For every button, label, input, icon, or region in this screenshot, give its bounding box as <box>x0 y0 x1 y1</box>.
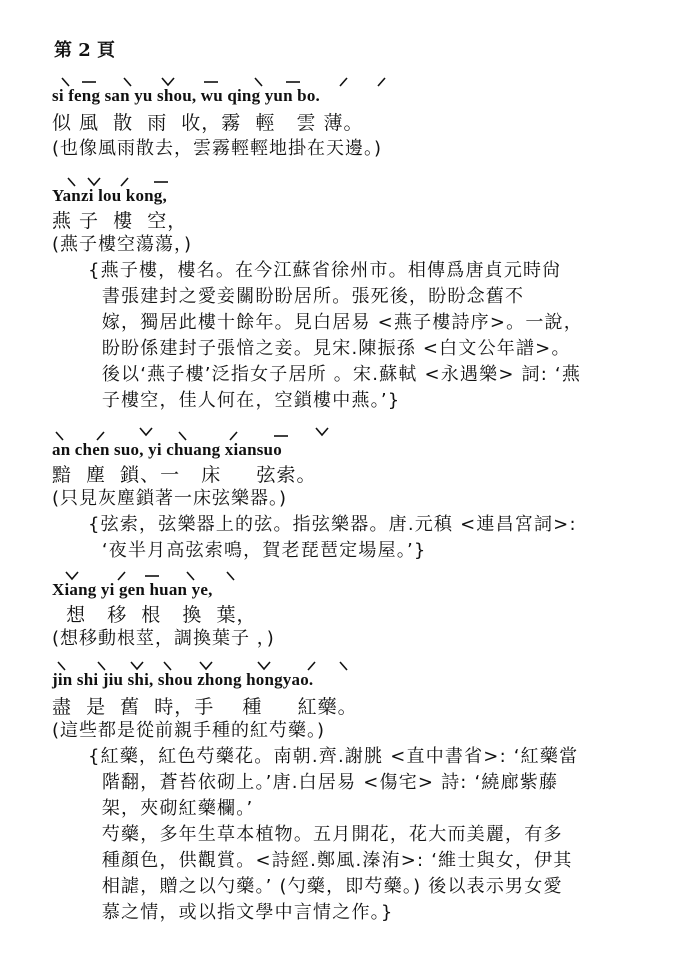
stanza-5-note-line-4: 芍藥，多年生草本植物。五月開花，花大而美麗，有多 <box>88 824 563 845</box>
stanza-2-note-line-4: 盼盼係建封子張愔之妾。見宋.陳振孫 <白文公年譜>。 <box>88 338 571 359</box>
stanza-4-translation: (想移動根莖，調換葉子 ，) <box>52 628 275 649</box>
stanza-2-translation: (燕子樓空蕩蕩，) <box>52 234 193 255</box>
stanza-2-note-line-2: 書張建封之愛妾關盼盼居所。張死後，盼盼念舊不 <box>88 286 525 307</box>
stanza-3-note-line-1: {弦索，弦樂器上的弦。指弦樂器。唐.元稹 <連昌宮詞>: <box>88 514 577 535</box>
stanza-2-note-line-5: 後以‘燕子樓’泛指女子居所 。宋.蘇軾 <永遇樂> 詞: ‘燕 <box>88 364 582 385</box>
stanza-5-translation: (這些都是從前親手種的紅芍藥。) <box>52 720 326 741</box>
stanza-3-hanzi: 黯 塵 鎖、一 床 弦索。 <box>52 464 317 486</box>
stanza-5-note-line-6: 相謔，贈之以勺藥。’ (勺藥，即芍藥。) 後以表示男女愛 <box>88 876 563 897</box>
stanza-3-translation: (只見灰塵鎖著一床弦樂器。) <box>52 488 288 509</box>
stanza-3-pinyin: an chen suo, yi chuang xiansuo <box>52 440 282 459</box>
stanza-1-hanzi: 似 風 散 雨 收，霧 輕 雲 薄。 <box>52 112 364 134</box>
stanza-2-pinyin: Yanzi lou kong, <box>52 186 167 205</box>
stanza-4-pinyin: Xiang yi gen huan ye, <box>52 580 213 599</box>
stanza-2-note-line-1: {燕子樓，樓名。在今江蘇省徐州市。相傳爲唐貞元時尙 <box>88 260 562 281</box>
stanza-5-hanzi: 盡 是 舊 時，手 種 紅藥。 <box>52 696 358 718</box>
stanza-1-translation: (也像風雨散去，雲霧輕輕地掛在天邊。) <box>52 138 383 159</box>
stanza-2-note-line-3: 嫁，獨居此樓十餘年。見白居易 <燕子樓詩序>。一說， <box>88 312 583 333</box>
stanza-4-hanzi: 想 移 根 換 葉， <box>52 604 257 626</box>
stanza-2-note-line-6: 子樓空，佳人何在，空鎖樓中燕。’} <box>88 390 401 411</box>
stanza-2-hanzi: 燕 子 樓 空， <box>52 210 188 232</box>
stanza-3-note-line-2: ‘夜半月高弦索鳴，賀老琵琶定場屋。’} <box>88 540 427 561</box>
stanza-1-pinyin: si feng san yu shou, wu qing yun bo. <box>52 86 320 105</box>
stanza-5-pinyin: jin shi jiu shi, shou zhong hongyao. <box>52 670 314 689</box>
stanza-5-note-line-5: 種顏色，供觀賞。<詩經.鄭風.溱洧>: ‘維士與女，伊其 <box>88 850 573 871</box>
stanza-5-note-line-1: {紅藥，紅色芍藥花。南朝.齊.謝朓 <直中書省>: ‘紅藥當 <box>88 746 579 767</box>
stanza-5-note-line-2: 階翻，蒼苔依砌上。’唐.白居易 <傷宅> 詩: ‘繞廊紫藤 <box>88 772 559 793</box>
stanza-5-note-line-7: 慕之情，或以指文學中言情之作。} <box>88 902 394 923</box>
page-number: 第 2 頁 <box>54 40 116 61</box>
stanza-5-note-line-3: 架，夾砌紅藥欄。’ <box>88 798 254 819</box>
